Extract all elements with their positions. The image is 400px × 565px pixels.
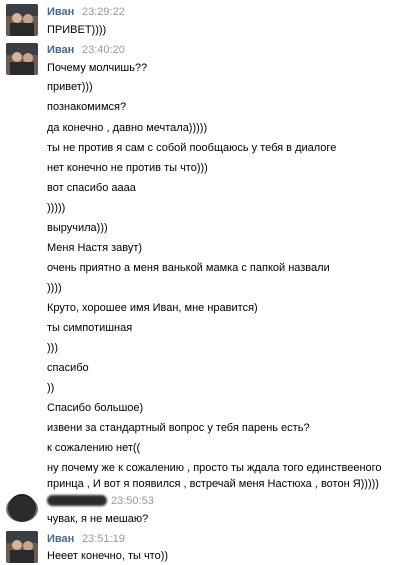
message-text: ))))) — [47, 202, 66, 214]
message-author[interactable]: Иван — [47, 6, 75, 18]
message-text: Меня Настя завут) — [47, 242, 143, 254]
message-text: спасибо — [47, 362, 89, 374]
message-text: ну почему же к сожалению , просто ты ждала того единствееного — [47, 462, 382, 474]
message-text: очень приятно а меня ванькой мамка с папкой назвали — [47, 262, 330, 274]
message-time: 23:40:20 — [82, 44, 125, 56]
message-text: ты симпотишная — [47, 322, 133, 334]
message-text: вот спасибо аааа — [47, 182, 136, 194]
message-text: Круто, хорошее имя Иван, мне нравится) — [47, 302, 258, 314]
message-text: нет конечно не против ты что))) — [47, 162, 208, 174]
message-text: выручила))) — [47, 222, 108, 234]
message-time: 23:29:22 — [82, 6, 125, 18]
message-text: чувак, я не мешаю? — [47, 513, 149, 525]
message-time: 23:50:53 — [111, 495, 154, 507]
message-time: 23:51:19 — [82, 533, 125, 545]
message-text: Спасибо большое) — [47, 402, 144, 414]
message-text: познакомимся? — [47, 101, 127, 113]
avatar[interactable] — [6, 43, 38, 75]
message-text: привет))) — [47, 81, 93, 93]
message-text: )))) — [47, 282, 62, 294]
message-text: Почему молчишь?? — [47, 62, 148, 74]
avatar[interactable] — [6, 4, 38, 36]
message-text: извени за стандартный вопрос у тебя парень есть? — [47, 422, 310, 434]
message-author[interactable]: Иван — [47, 44, 75, 56]
message-text: )) — [47, 382, 55, 394]
blurred-author-name — [47, 495, 107, 506]
message-text: Нееет конечно, ты что)) — [47, 550, 169, 562]
avatar[interactable] — [6, 492, 38, 524]
message-text: да конечно , давно мечтала))))) — [47, 122, 208, 134]
message-text: ПРИВЕТ)))) — [47, 24, 107, 36]
message-text: ты не против я сам с собой пообщаюсь у тебя в диалоге — [47, 142, 337, 154]
message-text: к сожалению нет(( — [47, 442, 141, 454]
message-author[interactable]: Иван — [47, 533, 75, 545]
avatar[interactable] — [6, 531, 38, 563]
message-text: ))) — [47, 342, 58, 354]
message-text: принца , И вот я появился , встречай меня Настюха , вотон Я))))) — [47, 478, 379, 490]
